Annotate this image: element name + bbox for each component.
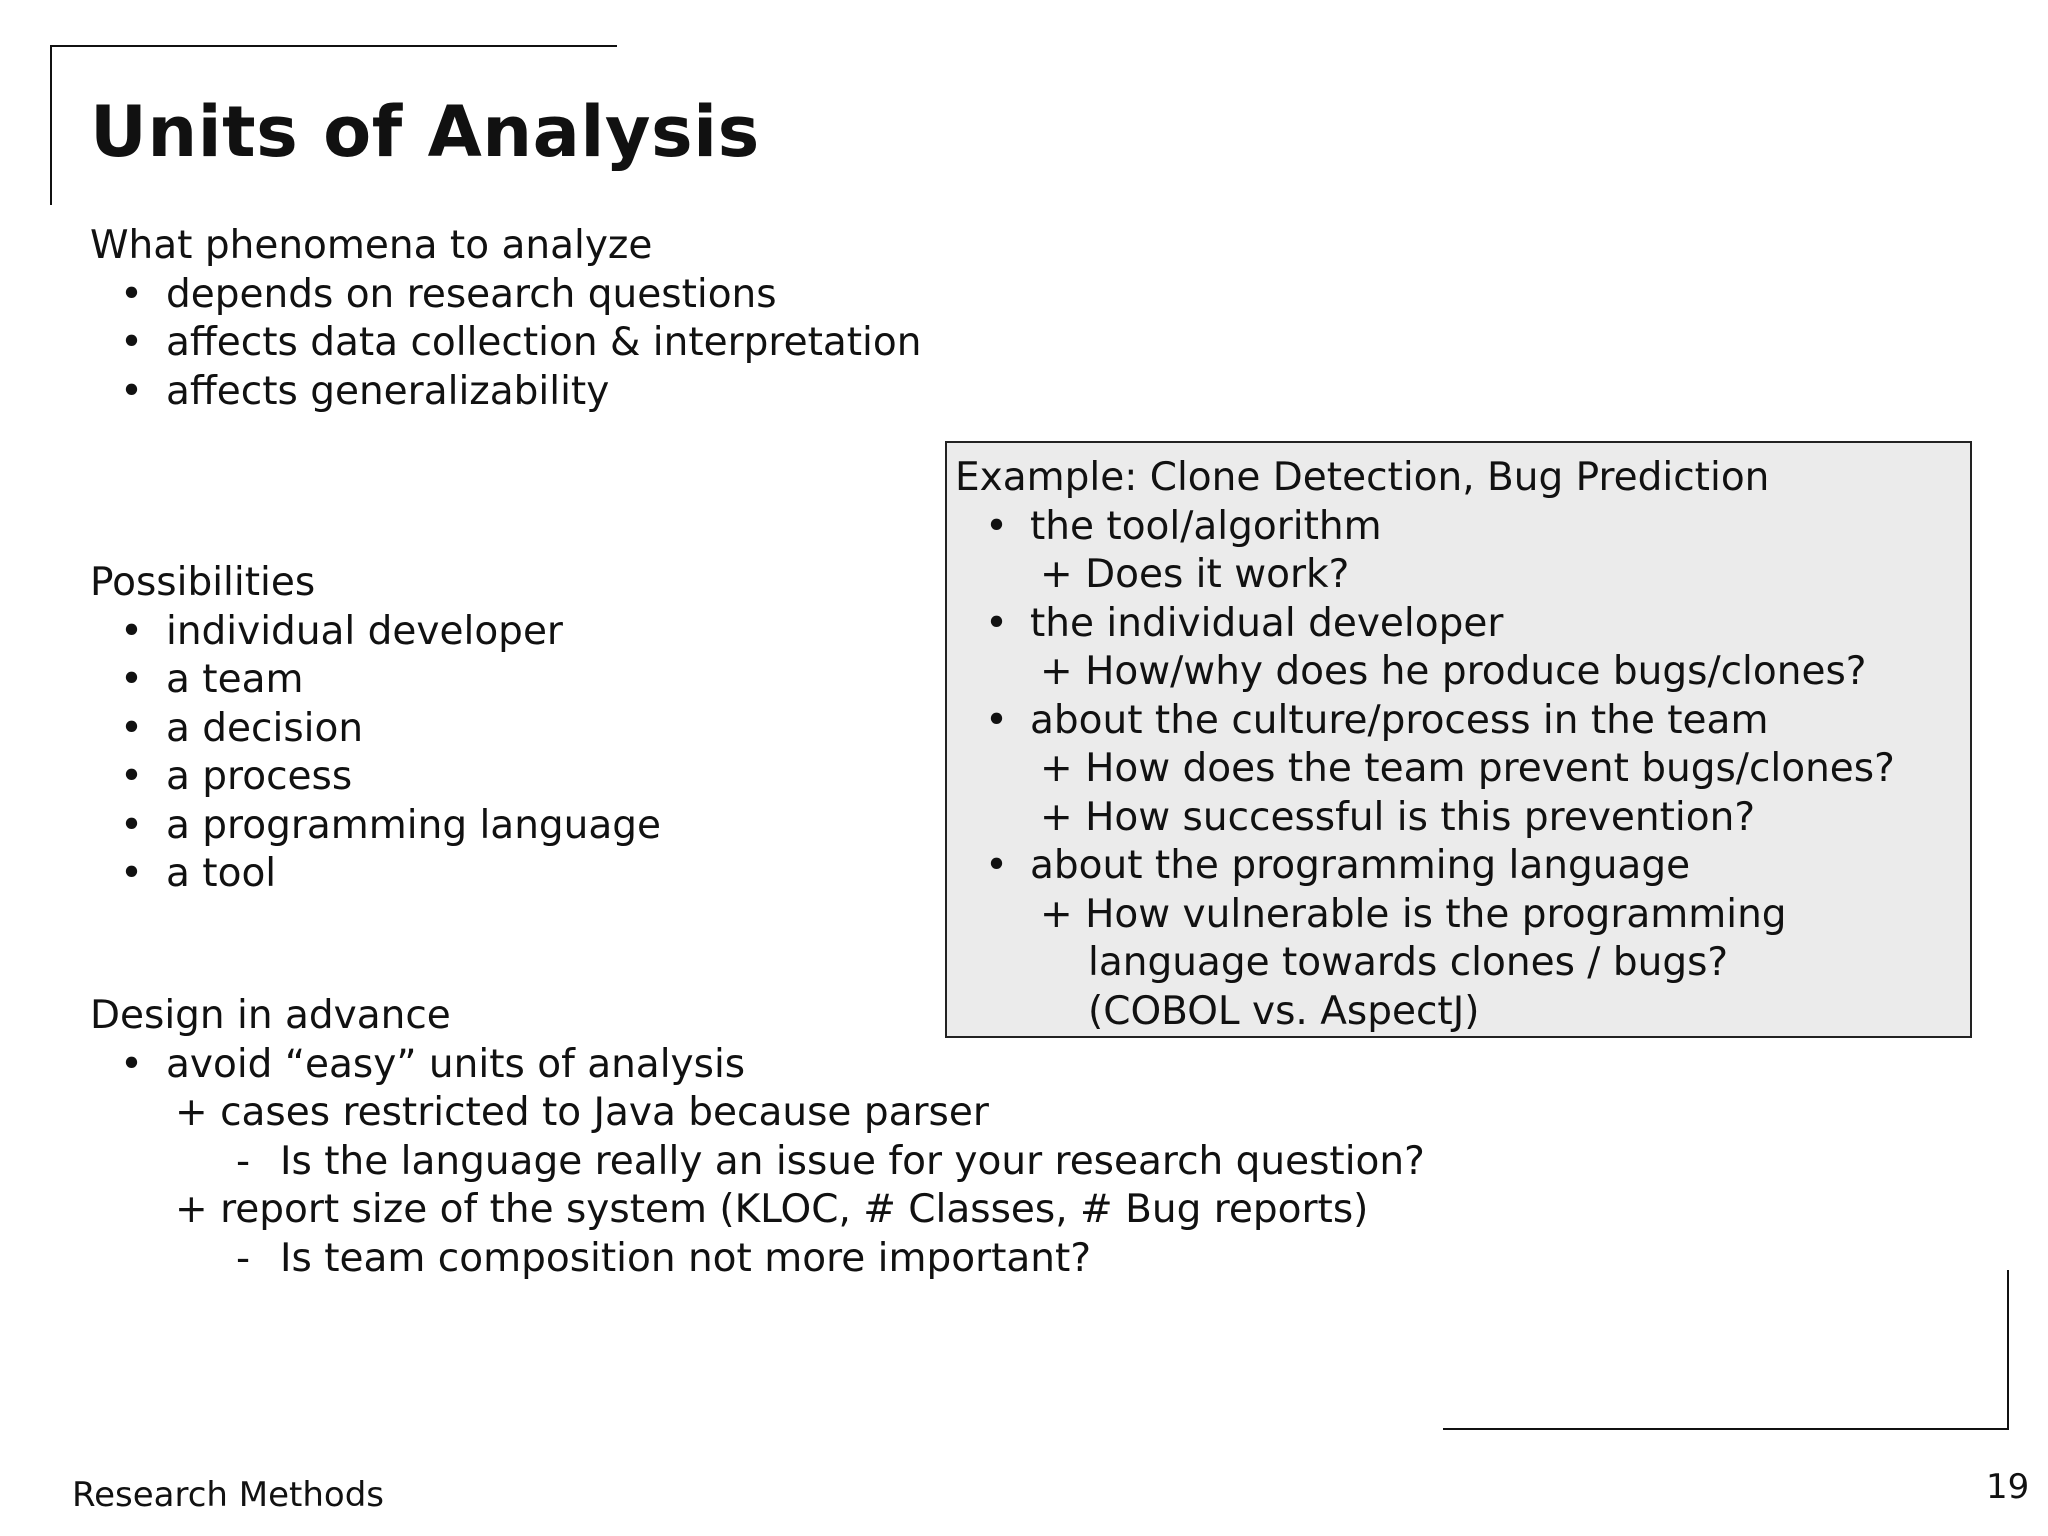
- list-item: • a programming language: [90, 802, 661, 851]
- possibilities-heading: Possibilities: [90, 560, 316, 605]
- frame-right-line: [2007, 1270, 2009, 1430]
- example-heading: Example: Clone Detection, Bug Prediction: [955, 455, 1770, 500]
- list-item: • the tool/algorithm: [955, 503, 1970, 552]
- example-box: [945, 441, 1972, 1038]
- page-number: 19: [1986, 1467, 2030, 1507]
- sub-item: + How does the team prevent bugs/clones?: [1040, 746, 1895, 791]
- list-item: • a decision: [90, 705, 661, 754]
- continuation-line: language towards clones / bugs?: [1088, 940, 1729, 985]
- footer-course-name: Research Methods: [72, 1475, 384, 1515]
- dash-marker: -: [236, 1235, 251, 1281]
- sub-sub-item-text: Is team composition not more important?: [280, 1235, 1092, 1281]
- phenomena-heading: What phenomena to analyze: [90, 223, 653, 268]
- frame-top-line: [50, 45, 617, 47]
- sub-item: + How/why does he produce bugs/clones?: [1040, 649, 1867, 694]
- phenomena-section: [90, 222, 921, 416]
- list-item: • a process: [90, 753, 661, 802]
- list-item: • the individual developer: [955, 600, 1970, 649]
- continuation-line: (COBOL vs. AspectJ): [1088, 988, 1480, 1034]
- list-item: • about the programming language: [955, 842, 1970, 891]
- possibilities-section: [90, 559, 661, 899]
- list-item: • a team: [90, 656, 661, 705]
- sub-sub-item-text: Is the language really an issue for your research question?: [280, 1138, 1425, 1184]
- list-item: • about the culture/process in the team: [955, 697, 1970, 746]
- sub-item: + How vulnerable is the programming: [1040, 891, 1787, 937]
- design-heading: Design in advance: [90, 993, 451, 1038]
- dash-marker: -: [236, 1138, 251, 1184]
- list-item: • depends on research questions: [90, 271, 921, 320]
- list-item: • a tool: [90, 850, 661, 899]
- slide-title: Units of Analysis: [90, 91, 760, 173]
- sub-item: + cases restricted to Java because parser: [175, 1090, 989, 1135]
- list-item: • affects data collection & interpretation: [90, 319, 921, 368]
- sub-item: + report size of the system (KLOC, # Classes, # Bug reports): [175, 1187, 1369, 1232]
- sub-item: + How successful is this prevention?: [1040, 794, 1756, 840]
- sub-sub-item: [90, 1138, 1425, 1187]
- sub-sub-item: [90, 1235, 1425, 1284]
- sub-item: + Does it work?: [1040, 552, 1350, 597]
- frame-left-line: [50, 45, 52, 205]
- list-item: • avoid “easy” units of analysis: [90, 1041, 1425, 1090]
- frame-bottom-line: [1443, 1428, 2009, 1430]
- list-item: • individual developer: [90, 608, 661, 657]
- list-item: • affects generalizability: [90, 368, 921, 417]
